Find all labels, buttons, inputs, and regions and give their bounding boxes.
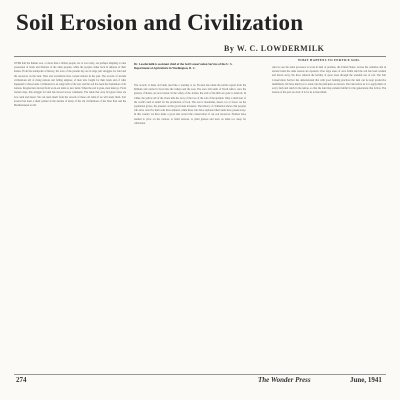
page-number: 274 [16,376,27,384]
column-2-text: The records of these old lands read like a warning to us. Erosion has taken the fertile topsoil from the hillsides and carried it down into the valleys and the seas. The once rich lands of North Africa, once the granary of Rome, are now barren. In the valley of the Jordan, the soils of the hills are gone to bedrock. In China, the yellow silt of the rivers tells the story of the loss of the soil of the uplands. Only a small part of the world's land is suited for the production of food. The rest is mountains, desert, ice or forest. As the population grows, the pressure on the good lands increases. The history of civilization shows that peoples who have cared for their soils have endured, while those who have exploited their lands have passed away. In this country we have made a good start toward the conservation of our soil resources. Farmers have learned to plow on the contour, to build terraces, to plant grasses and trees on lands too steep for cultivation. [134,84,246,125]
issue-date: June, 1941 [350,376,382,384]
column-3 [272,66,386,366]
column-3-text: And we see the same processes at work in land of promise, the United States. Across the centuries and in ancient lands the same lessons are repeated. Over large areas of once fertile land the soil has been washed and blown away. We have reduced the fertility of great areas through the wasteful use of soil. The Soil Conservation Service has demonstrated that with good farming practices the land can be kept productive indefinitely. We have much yet to learn, but the principles are known. The task before us is to apply them on every farm and ranch in the nation, so that the land may remain fruitful for the generations that follow. The lessons of the past are clear. It is for us to heed them. [272,66,386,95]
column-1 [14,62,126,366]
column-2 [134,84,246,366]
journal-name: The Wonder Press [258,376,311,384]
column-1-text: OVER half the human race, or more than a billion people, are at war today, are perhaps tempting to take possession of lands and liberties of the other peoples, while the peoples strike back in defense of their homes. From the standpoint of history, the wars of the present day are in large part struggles for land and the resources on the land. Wars and revolutions have rocked nations in the past. The records of ancient civilizations tell of rising nations and falling empires; of men who fought for their lands and of what happened to those lands. Civilization is an outgrowth of the soil, and the soil has been the foundation of all nations. Peoples have moved from worn-out lands to new lands. When the soil is gone, men must go. From ancient days, this struggle for land has moved across continents. The lands that once fed great cities are now sand and desert. We can learn much from the records of these old lands if we will study them. Soil erosion has been a silent partner in the decline of many of the old civilizations of the Near East and the Mediterranean world. [14,62,126,108]
author-caption: Dr. Lowdermilk is assistant chief of the Soil Conservation Service of the U. S. Department of Agriculture in Washington, D. C. [134,62,233,71]
footer-rule [14,374,386,375]
header-rule [14,56,386,57]
article-title: Soil Erosion and Civilization [16,10,304,35]
article-byline: By W. C. LOWDERMILK [224,44,325,53]
section-heading: WHAT HAPPENS TO FERTILE SOIL [298,58,360,62]
